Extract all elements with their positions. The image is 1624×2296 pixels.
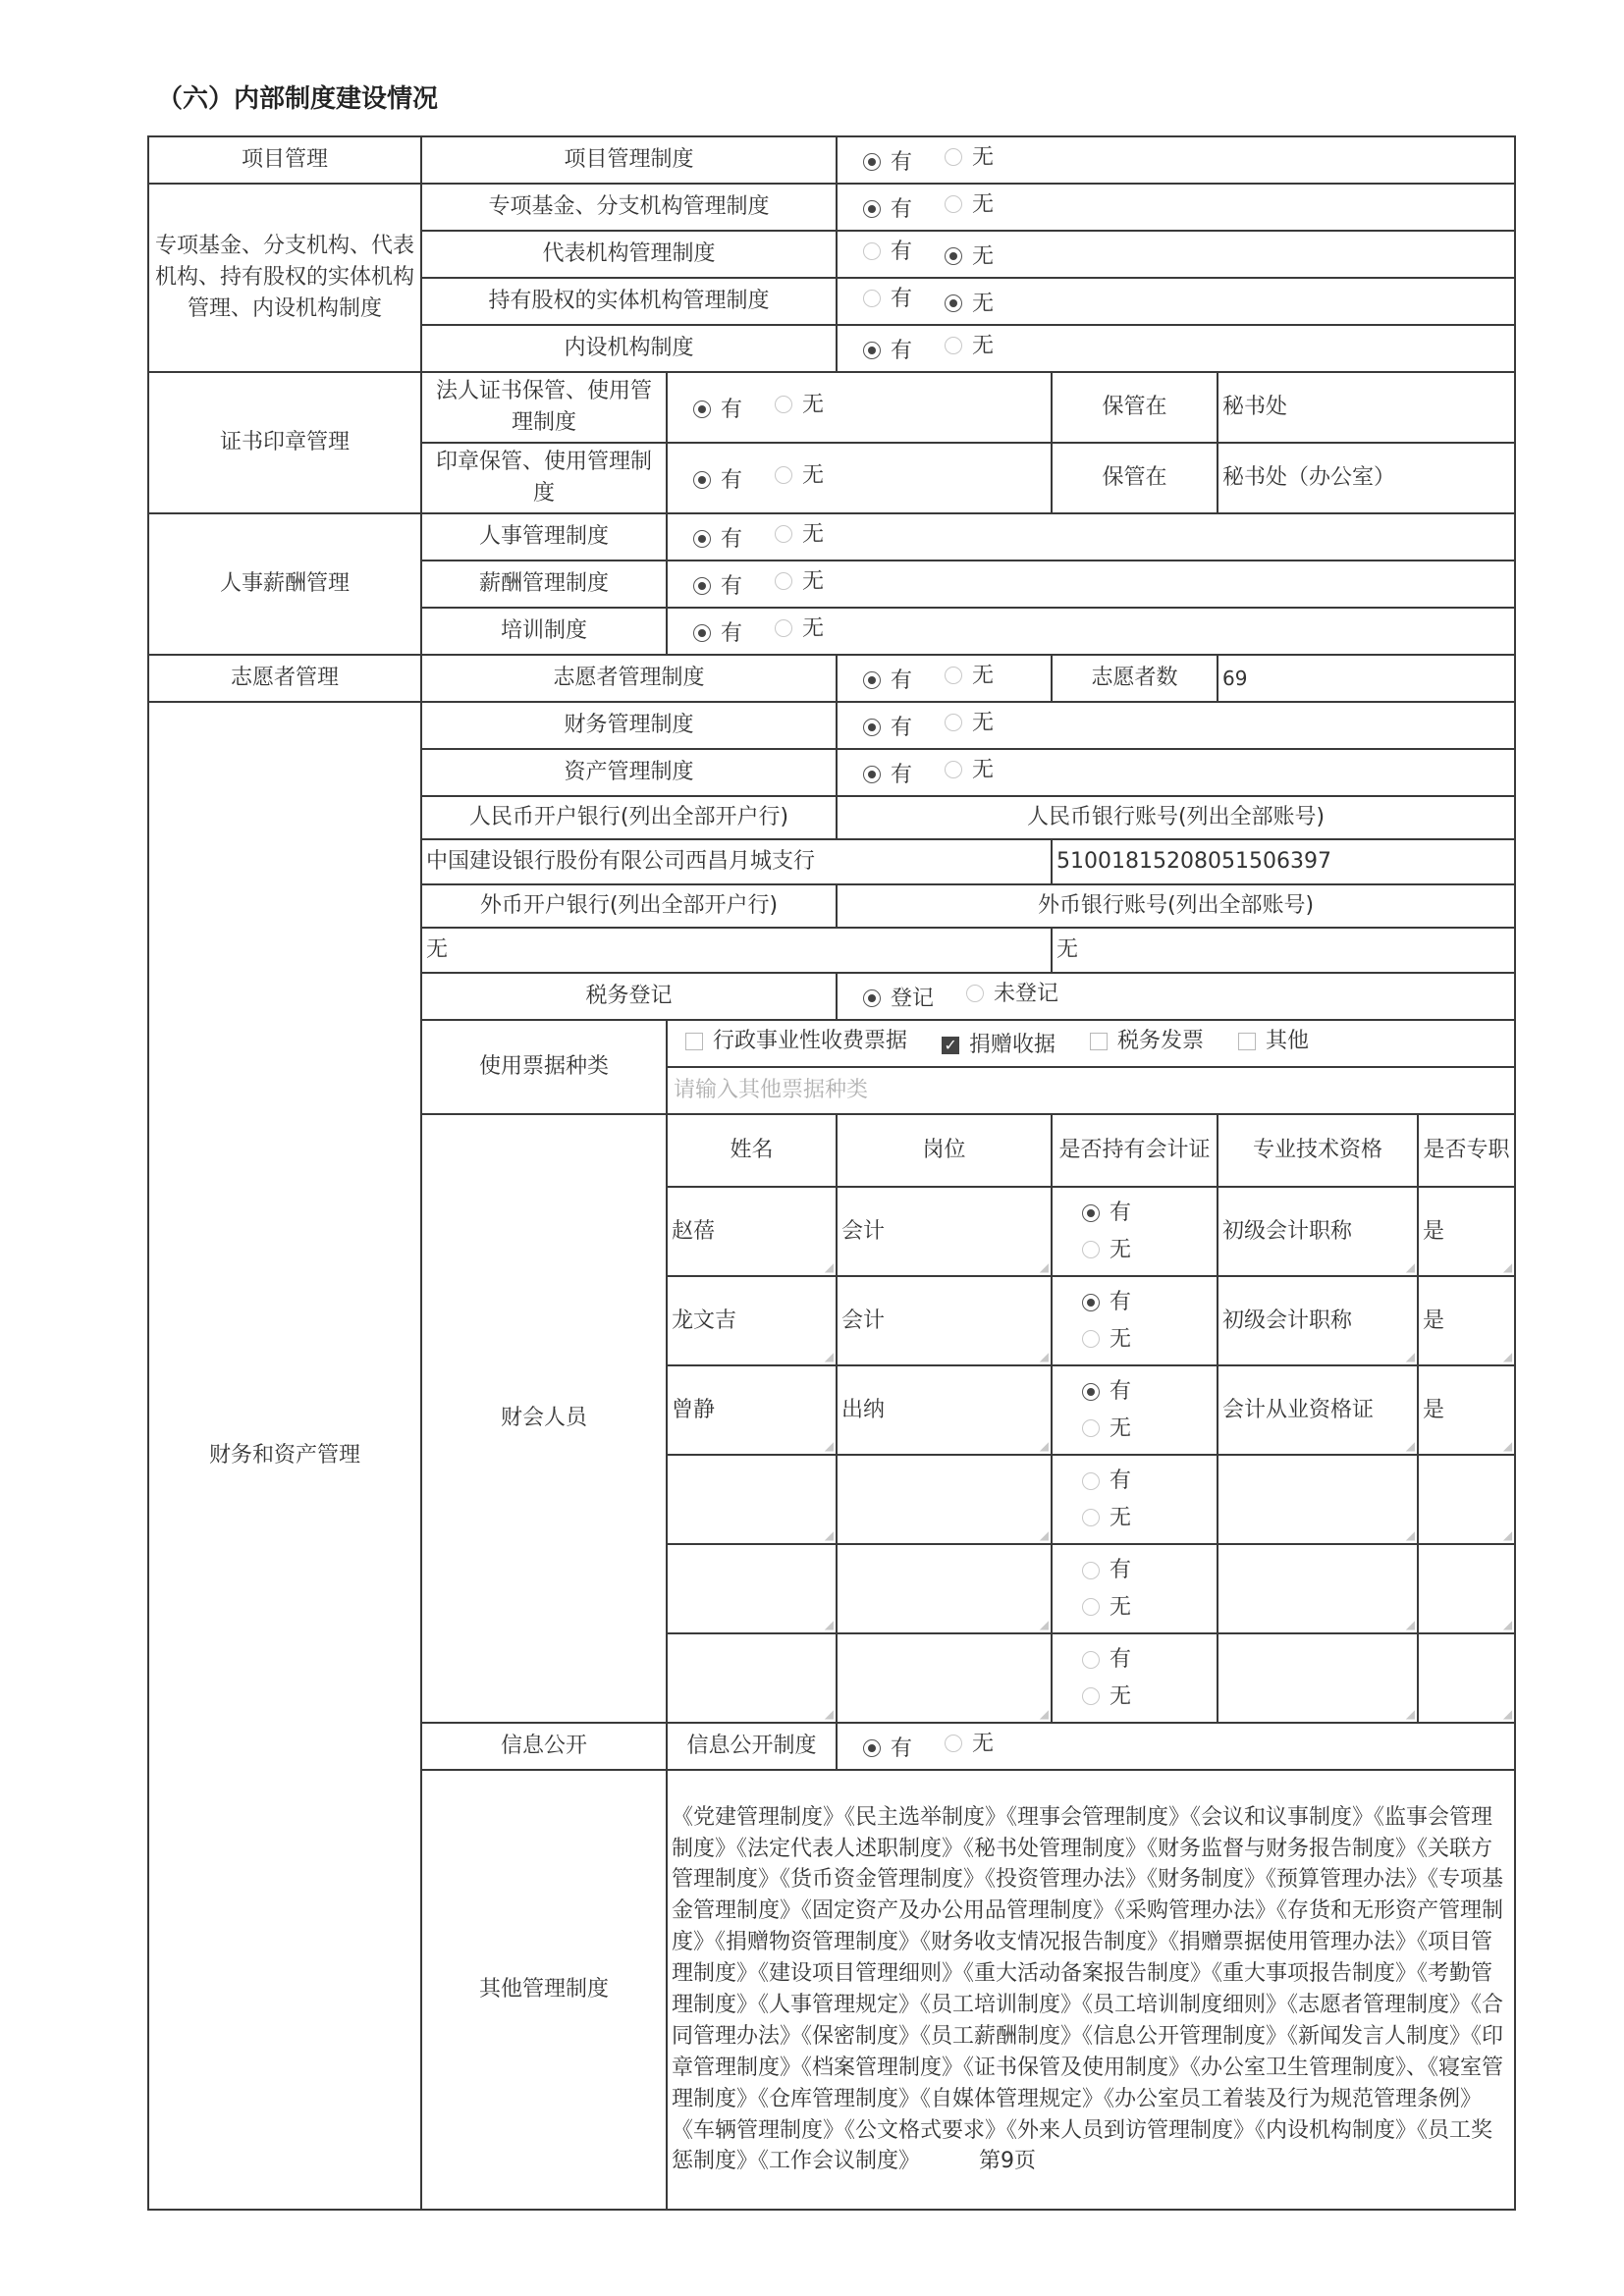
- item-label: 专项基金、分支机构管理制度: [421, 184, 837, 231]
- other-systems-field[interactable]: [667, 1770, 1515, 2210]
- volunteer-count-label: 志愿者数: [1052, 655, 1218, 702]
- staff-qualification-field[interactable]: [1218, 1455, 1418, 1544]
- cert-radio-group: [1052, 1187, 1218, 1276]
- radio-yes[interactable]: 有: [863, 237, 912, 268]
- category-special-fund: 专项基金、分支机构、代表机构、持有股权的实体机构管理、内设机构制度: [148, 184, 421, 372]
- radio-yes[interactable]: 有: [1082, 1287, 1213, 1318]
- radio-yes[interactable]: 有: [863, 336, 912, 367]
- internal-system-table: [147, 135, 1516, 2211]
- resize-grip-icon: ◢: [1405, 1260, 1416, 1274]
- staff-fulltime-field[interactable]: 是 ◢: [1418, 1365, 1515, 1455]
- row-volunteer: [148, 655, 1515, 702]
- staff-name-field[interactable]: [667, 1544, 837, 1633]
- category-volunteer: 志愿者管理: [148, 655, 421, 702]
- radio-circle: [1082, 1419, 1100, 1437]
- radio-yes[interactable]: 有: [863, 284, 912, 315]
- radio-circle: [863, 989, 881, 1007]
- category-finance: 财务和资产管理: [148, 702, 421, 2210]
- kept-at-value[interactable]: 秘书处（办公室）: [1218, 443, 1515, 513]
- fx-bank-field[interactable]: 无: [421, 928, 1052, 973]
- radio-group: [837, 1723, 1515, 1770]
- radio-circle: [693, 400, 711, 418]
- radio-circle: [863, 766, 881, 783]
- item-label: 财务管理制度: [421, 702, 837, 749]
- radio-no[interactable]: 无: [1082, 1682, 1213, 1713]
- item-label: 资产管理制度: [421, 749, 837, 796]
- staff-fulltime-field[interactable]: [1418, 1455, 1515, 1544]
- resize-grip-icon: ◢: [1405, 1618, 1416, 1631]
- checkbox-admin-fee-bill[interactable]: 行政事业性收费票据: [685, 1026, 907, 1057]
- resize-grip-icon: ◢: [824, 1618, 835, 1631]
- resize-grip-icon: ◢: [1502, 1260, 1513, 1274]
- item-label: 志愿者管理制度: [421, 655, 837, 702]
- radio-group: [667, 443, 1052, 513]
- radio-no[interactable]: 无: [775, 460, 824, 492]
- radio-circle: [1082, 1562, 1100, 1579]
- radio-no[interactable]: 无: [1082, 1324, 1213, 1356]
- staff-post-field[interactable]: [837, 1455, 1052, 1544]
- radio-yes[interactable]: 有: [693, 524, 742, 556]
- radio-no[interactable]: 无: [945, 1729, 994, 1760]
- row-finance-system: [148, 702, 1515, 749]
- radio-circle: [1082, 1330, 1100, 1348]
- radio-yes[interactable]: 有: [693, 571, 742, 603]
- radio-no[interactable]: 无: [775, 519, 824, 551]
- staff-name-field[interactable]: 曾静 ◢: [667, 1365, 837, 1455]
- staff-post-field[interactable]: [837, 1633, 1052, 1723]
- radio-circle: [863, 671, 881, 689]
- item-label: 持有股权的实体机构管理制度: [421, 278, 837, 325]
- resize-grip-icon: ◢: [1502, 1350, 1513, 1363]
- category-certificates: 证书印章管理: [148, 372, 421, 513]
- row-project: [148, 136, 1515, 184]
- radio-no[interactable]: 无: [945, 289, 994, 320]
- bills-label: 使用票据种类: [421, 1020, 667, 1114]
- resize-grip-icon: ◢: [1502, 1528, 1513, 1542]
- staff-post-field[interactable]: 出纳 ◢: [837, 1365, 1052, 1455]
- radio-circle: [863, 1739, 881, 1757]
- staff-header-name: 姓名: [667, 1114, 837, 1187]
- rmb-bank-header: 人民币开户银行(列出全部开户行): [421, 796, 837, 839]
- staff-post-field[interactable]: 会计 ◢: [837, 1276, 1052, 1365]
- radio-circle: [863, 342, 881, 359]
- staff-header-post: 岗位: [837, 1114, 1052, 1187]
- other-bill-input[interactable]: [667, 1067, 1515, 1114]
- other-systems-label: 其他管理制度: [421, 1770, 667, 2210]
- checkbox-tax-invoice[interactable]: 税务发票: [1090, 1026, 1204, 1057]
- radio-yes[interactable]: 有: [863, 666, 912, 697]
- radio-circle: [863, 153, 881, 171]
- item-label: 内设机构制度: [421, 325, 837, 372]
- resize-grip-icon: ◢: [824, 1707, 835, 1721]
- kept-at-label: 保管在: [1052, 443, 1218, 513]
- radio-group: [837, 702, 1515, 749]
- rmb-account-header: 人民币银行账号(列出全部账号): [837, 796, 1515, 839]
- radio-unregistered[interactable]: 未登记: [966, 979, 1058, 1010]
- radio-group: [837, 136, 1515, 184]
- resize-grip-icon: ◢: [1502, 1618, 1513, 1631]
- radio-circle: [945, 195, 962, 213]
- staff-qualification-field[interactable]: 初级会计职称 ◢: [1218, 1187, 1418, 1276]
- other-systems-text: 《党建管理制度》《民主选举制度》《理事会管理制度》《会议和议事制度》《监事会管理制度》《法定代表人述职制度》《秘书处管理制度》《财务监督与财务报告制度》《关联方管理制度》《货币资金管理制度》《投资管理办法》《财务制度》《预算管理办法》《专项基金管理制度》《固定资产及办公用品管理制度》《采购管理办法》《存货和无形资产管理制度》《捐赠物资管理制度》《财务收支情况报告制度》《捐赠票据使用管理办法》《项目管理制度》《建设项目管理细则》《重大活动备案报告制度》《重大事项报告制度》《考勤管理制度》《人事管理规定》《员工培训制度》《员工培训制度细则》《志愿者管理制度》《合同管理办法》《保密制度》《员工薪酬制度》《信息公开管理制度》《新闻发言人制度》《印章管理制度》《档案管理制度》《证书保管及使用制度》《办公室卫生管理制度》、《寝室管理制度》《仓库管理制度》《自媒体管理规定》《办公室员工着装及行为规范管理条例》《车辆管理制度》《公文格式要求》《外来人员到访管理制度》《内设机构制度》《员工奖惩制度》《工作会议制度》: [672, 1804, 1504, 2174]
- page-title: （六）内部制度建设情况: [157, 84, 439, 114]
- radio-no[interactable]: 无: [945, 708, 994, 739]
- radio-circle: [693, 624, 711, 642]
- staff-qualification-field[interactable]: 初级会计职称 ◢: [1218, 1276, 1418, 1365]
- bills-checkbox-group: [667, 1020, 1515, 1067]
- resize-grip-icon: ◢: [1502, 1439, 1513, 1453]
- checkbox-box: [1238, 1033, 1256, 1050]
- radio-no[interactable]: 无: [1082, 1235, 1213, 1266]
- resize-grip-icon: ◢: [824, 1528, 835, 1542]
- radio-circle: [945, 294, 962, 312]
- radio-group: [837, 278, 1515, 325]
- radio-circle: [945, 337, 962, 354]
- radio-yes[interactable]: 有: [863, 760, 912, 791]
- radio-circle: [1082, 1383, 1100, 1401]
- radio-yes[interactable]: 有: [693, 618, 742, 650]
- row-special-fund-1: [148, 184, 1515, 231]
- resize-grip-icon: ◢: [1039, 1439, 1050, 1453]
- staff-name-field[interactable]: 龙文吉 ◢: [667, 1276, 837, 1365]
- radio-circle: [945, 148, 962, 166]
- radio-yes[interactable]: 有: [693, 395, 742, 426]
- radio-no[interactable]: 无: [1082, 1414, 1213, 1445]
- item-label: 信息公开制度: [667, 1723, 837, 1770]
- radio-registered[interactable]: 登记: [863, 984, 934, 1015]
- item-label: 代表机构管理制度: [421, 231, 837, 278]
- staff-qualification-field[interactable]: [1218, 1633, 1418, 1723]
- radio-group: [837, 973, 1515, 1020]
- radio-circle: [693, 471, 711, 489]
- radio-circle: [945, 714, 962, 731]
- radio-circle: [863, 719, 881, 736]
- cert-radio-group: [1052, 1544, 1218, 1633]
- item-label: 法人证书保管、使用管理制度: [421, 372, 667, 443]
- radio-circle: [1082, 1294, 1100, 1311]
- resize-grip-icon: ◢: [1039, 1528, 1050, 1542]
- staff-name-field[interactable]: [667, 1455, 837, 1544]
- radio-group: [837, 325, 1515, 372]
- cert-radio-group: [1052, 1633, 1218, 1723]
- staff-fulltime-field[interactable]: 是 ◢: [1418, 1187, 1515, 1276]
- staff-header-fulltime: 是否专职: [1418, 1114, 1515, 1187]
- radio-circle: [1082, 1241, 1100, 1258]
- radio-circle: [863, 242, 881, 260]
- radio-circle: [966, 985, 984, 1002]
- staff-name-field[interactable]: 赵蓓 ◢: [667, 1187, 837, 1276]
- radio-circle: [775, 619, 792, 637]
- radio-yes[interactable]: 有: [1082, 1376, 1213, 1408]
- row-certificate-1: [148, 372, 1515, 443]
- radio-circle: [775, 525, 792, 543]
- radio-no[interactable]: 无: [775, 566, 824, 598]
- fx-account-header: 外币银行账号(列出全部账号): [837, 884, 1515, 928]
- check-icon: ✓: [942, 1037, 959, 1054]
- staff-header-qualification: 专业技术资格: [1218, 1114, 1418, 1187]
- cert-radio-group: [1052, 1365, 1218, 1455]
- fx-account-field[interactable]: 无: [1052, 928, 1515, 973]
- resize-grip-icon: ◢: [1039, 1260, 1050, 1274]
- item-label: 项目管理制度: [421, 136, 837, 184]
- item-label: 印章保管、使用管理制度: [421, 443, 667, 513]
- radio-circle: [693, 577, 711, 595]
- radio-no[interactable]: 无: [945, 241, 994, 273]
- radio-group: [667, 608, 1515, 655]
- radio-group: [837, 655, 1052, 702]
- radio-yes[interactable]: 有: [1082, 1644, 1213, 1676]
- item-label: 薪酬管理制度: [421, 561, 667, 608]
- item-label: 人事管理制度: [421, 513, 667, 561]
- radio-no[interactable]: 无: [945, 661, 994, 692]
- resize-grip-icon: ◢: [824, 1260, 835, 1274]
- radio-group: [667, 372, 1052, 443]
- radio-no[interactable]: 无: [945, 142, 994, 174]
- radio-circle: [945, 761, 962, 778]
- category-project: 项目管理: [148, 136, 421, 184]
- item-label: 培训制度: [421, 608, 667, 655]
- staff-fulltime-field[interactable]: 是 ◢: [1418, 1276, 1515, 1365]
- radio-no[interactable]: 无: [1082, 1592, 1213, 1624]
- resize-grip-icon: ◢: [824, 1350, 835, 1363]
- radio-circle: [1082, 1472, 1100, 1490]
- radio-no[interactable]: 无: [945, 755, 994, 786]
- resize-grip-icon: ◢: [1405, 1439, 1416, 1453]
- radio-circle: [1082, 1651, 1100, 1669]
- radio-circle: [863, 200, 881, 218]
- staff-qualification-field[interactable]: [1218, 1544, 1418, 1633]
- radio-no[interactable]: 无: [775, 614, 824, 645]
- checkbox-box: [685, 1033, 703, 1050]
- staff-name-field[interactable]: [667, 1633, 837, 1723]
- radio-circle: [1082, 1204, 1100, 1222]
- staff-post-field[interactable]: [837, 1544, 1052, 1633]
- radio-no[interactable]: 无: [775, 390, 824, 421]
- radio-yes[interactable]: 有: [1082, 1198, 1213, 1229]
- radio-group: [667, 513, 1515, 561]
- radio-circle: [775, 572, 792, 590]
- resize-grip-icon: ◢: [1405, 1350, 1416, 1363]
- radio-circle: [1082, 1509, 1100, 1526]
- resize-grip-icon: ◢: [1039, 1350, 1050, 1363]
- radio-group: [667, 561, 1515, 608]
- staff-fulltime-field[interactable]: [1418, 1633, 1515, 1723]
- other-bill-placeholder: 请输入其他票据种类: [674, 1078, 869, 1103]
- staff-header-cert: 是否持有会计证: [1052, 1114, 1218, 1187]
- radio-yes[interactable]: 有: [863, 147, 912, 179]
- checkbox-other[interactable]: 其他: [1238, 1026, 1309, 1057]
- radio-circle: [945, 1735, 962, 1752]
- radio-circle: [863, 290, 881, 307]
- resize-grip-icon: ◢: [1502, 1707, 1513, 1721]
- category-hr: 人事薪酬管理: [148, 513, 421, 655]
- rmb-bank-field[interactable]: 中国建设银行股份有限公司西昌月城支行: [421, 839, 1052, 884]
- cert-radio-group: [1052, 1455, 1218, 1544]
- radio-no[interactable]: 无: [945, 189, 994, 221]
- radio-yes[interactable]: 有: [693, 465, 742, 497]
- fx-bank-header: 外币开户银行(列出全部开户行): [421, 884, 837, 928]
- resize-grip-icon: ◢: [1405, 1707, 1416, 1721]
- resize-grip-icon: ◢: [1405, 1528, 1416, 1542]
- disclosure-label: 信息公开: [421, 1723, 667, 1770]
- radio-circle: [1082, 1687, 1100, 1705]
- radio-circle: [775, 396, 792, 413]
- resize-grip-icon: ◢: [1039, 1707, 1050, 1721]
- resize-grip-icon: ◢: [824, 1439, 835, 1453]
- staff-fulltime-field[interactable]: [1418, 1544, 1515, 1633]
- radio-circle: [945, 247, 962, 265]
- radio-circle: [693, 530, 711, 548]
- staff-label: 财会人员: [421, 1114, 667, 1723]
- radio-yes[interactable]: 有: [863, 194, 912, 226]
- kept-at-value[interactable]: 秘书处: [1218, 372, 1515, 443]
- radio-circle: [945, 667, 962, 684]
- radio-circle: [775, 466, 792, 484]
- radio-yes[interactable]: 有: [1082, 1555, 1213, 1586]
- staff-post-field[interactable]: 会计 ◢: [837, 1187, 1052, 1276]
- radio-yes[interactable]: 有: [1082, 1466, 1213, 1497]
- cert-radio-group: [1052, 1276, 1218, 1365]
- radio-circle: [1082, 1598, 1100, 1616]
- checkbox-box: [1090, 1033, 1108, 1050]
- volunteer-count-input[interactable]: 69: [1218, 655, 1515, 702]
- radio-yes[interactable]: 有: [863, 1734, 912, 1765]
- radio-no[interactable]: 无: [1082, 1503, 1213, 1534]
- radio-group: [837, 749, 1515, 796]
- page-number: 第9页: [979, 2149, 1037, 2174]
- item-label: 税务登记: [421, 973, 837, 1020]
- checkbox-donation-receipt[interactable]: ✓ 捐赠收据: [942, 1030, 1056, 1061]
- staff-qualification-field[interactable]: 会计从业资格证 ◢: [1218, 1365, 1418, 1455]
- radio-no[interactable]: 无: [945, 331, 994, 362]
- radio-group: [837, 184, 1515, 231]
- radio-group: [837, 231, 1515, 278]
- resize-grip-icon: ◢: [1039, 1618, 1050, 1631]
- rmb-account-field[interactable]: 51001815208051506397: [1052, 839, 1515, 884]
- row-hr-1: [148, 513, 1515, 561]
- radio-yes[interactable]: 有: [863, 713, 912, 744]
- kept-at-label: 保管在: [1052, 372, 1218, 443]
